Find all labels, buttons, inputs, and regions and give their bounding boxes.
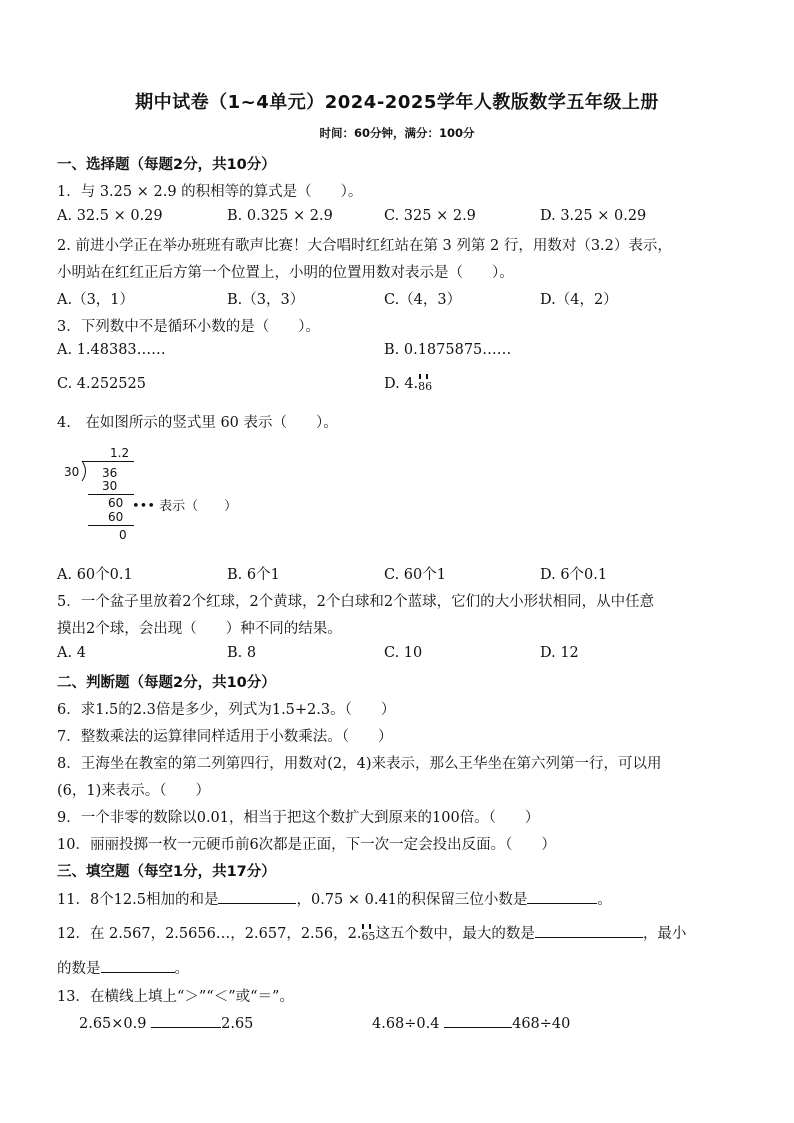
section-heading-choice: 一、选择题（每题2分，共10分） bbox=[57, 157, 276, 173]
answer-blank[interactable] bbox=[444, 1013, 512, 1028]
option-d: D.（4，2） bbox=[540, 292, 618, 308]
comparison-left-value: 2.65 bbox=[221, 1016, 254, 1032]
question-12-line2-part-b: 。 bbox=[174, 961, 189, 977]
question-13: 13．在横线上填上“＞”“＜”或“＝”。 bbox=[57, 989, 294, 1005]
option-d: D. 6个0.1 bbox=[540, 567, 608, 583]
answer-blank[interactable] bbox=[218, 889, 296, 904]
option-c: C. 10 bbox=[384, 645, 423, 661]
question-9: 9．一个非零的数除以0.01，相当于把这个数扩大到原来的100倍。（ ） bbox=[57, 810, 540, 826]
question-8-line1: 8．王海坐在教室的第二列第四行，用数对(2，4)来表示，那么王华坐在第六列第一行，可以用 bbox=[57, 756, 662, 772]
option-d-prefix: D. 4. bbox=[384, 376, 419, 392]
comparison-right-expr: 4.68÷0.4 bbox=[372, 1016, 440, 1032]
division-bracket bbox=[81, 460, 89, 482]
question-4-options bbox=[57, 563, 757, 583]
division-row-3: 60 bbox=[108, 510, 124, 524]
question-2-line2: 小明站在红红正后方第一个位置上，小明的位置用数对表示是（ ）。 bbox=[57, 265, 514, 281]
division-divisor: 30 bbox=[64, 465, 80, 479]
option-a: A. 1.48383…… bbox=[57, 342, 166, 358]
question-5-line1: 5．一个盆子里放着2个红球，2个黄球，2个白球和2个蓝球，它们的大小形状相同，从中任意 bbox=[57, 594, 655, 610]
question-8-line2: (6，1)来表示。（ ） bbox=[57, 783, 211, 799]
answer-blank[interactable] bbox=[535, 923, 643, 938]
question-1: 1．与 3.25 × 2.9 的积相等的算式是（ ）。 bbox=[57, 184, 363, 200]
exam-title: 期中试卷（1~4单元）2024-2025学年人教版数学五年级上册 bbox=[135, 92, 659, 113]
comparison-left-expr: 2.65×0.9 bbox=[79, 1016, 147, 1032]
question-3: 3．下列数中不是循环小数的是（ ）。 bbox=[57, 319, 320, 335]
division-row-1: 30 bbox=[102, 479, 118, 493]
question-12-part-a: 12．在 2.567，2.5656…，2.657，2.56，2. bbox=[57, 926, 362, 942]
division-row-2: 60 bbox=[108, 496, 124, 510]
question-12-part-b: 这五个数中，最大的数是 bbox=[375, 926, 535, 942]
option-a: A. 32.5 × 0.29 bbox=[57, 208, 163, 224]
option-d: D. 3.25 × 0.29 bbox=[540, 208, 647, 224]
question-1-options bbox=[57, 208, 757, 228]
recurring-digits: 86 bbox=[418, 380, 432, 393]
option-b: B. 8 bbox=[227, 645, 257, 661]
question-7: 7．整数乘法的运算律同样适用于小数乘法。（ ） bbox=[57, 729, 393, 745]
question-10: 10．丽丽投掷一枚一元硬币前6次都是正面，下一次一定会投出反面。（ ） bbox=[57, 837, 556, 853]
question-12-line2-part-a: 的数是 bbox=[57, 961, 101, 977]
exam-subtitle: 时间：60分钟，满分：100分 bbox=[319, 126, 475, 140]
option-c: C. 60个1 bbox=[384, 567, 446, 583]
section-heading-judge: 二、判断题（每题2分，共10分） bbox=[57, 675, 276, 691]
question-2-line1: 2. 前进小学正在举办班班有歌声比赛！大合唱时红红站在第 3 列第 2 行，用数对（3.2）表示， bbox=[57, 238, 672, 254]
option-d: D. 12 bbox=[540, 645, 579, 661]
recurring-digits: 65 bbox=[361, 930, 375, 943]
comparison-left bbox=[79, 1013, 253, 1032]
question-11-part-a: 11．8个12.5相加的和是 bbox=[57, 892, 219, 908]
question-12-line1 bbox=[57, 922, 686, 943]
division-remainder: 0 bbox=[119, 528, 127, 542]
division-quotient: 1.2 bbox=[110, 446, 130, 460]
question-12-part-c: ，最小 bbox=[642, 926, 687, 942]
question-5-line2: 摸出2个球，会出现（ ）种不同的结果。 bbox=[57, 621, 342, 637]
question-13-items bbox=[57, 1013, 757, 1033]
question-5-options bbox=[57, 645, 757, 665]
question-11 bbox=[57, 888, 612, 909]
comparison-right-value: 468÷40 bbox=[512, 1016, 571, 1032]
division-annotation: ••• 表示（ ） bbox=[132, 499, 238, 514]
division-dividend: 36 bbox=[102, 466, 118, 480]
question-2-options bbox=[57, 288, 757, 308]
option-a: A.（3，1） bbox=[57, 292, 135, 308]
question-6: 6．求1.5的2.3倍是多少，列式为1.5+2.3。（ ） bbox=[57, 702, 396, 718]
option-a: A. 4 bbox=[57, 645, 86, 661]
option-b: B. 0.1875875…… bbox=[384, 342, 512, 358]
question-3-options-row2 bbox=[57, 376, 757, 396]
question-11-part-c: 。 bbox=[597, 892, 612, 908]
question-4: 4. 在如图所示的竖式里 60 表示（ ）。 bbox=[57, 415, 338, 431]
long-division-figure bbox=[62, 446, 262, 546]
option-c: C. 325 × 2.9 bbox=[384, 208, 476, 224]
answer-blank[interactable] bbox=[151, 1013, 221, 1028]
comparison-right bbox=[372, 1013, 570, 1032]
answer-blank[interactable] bbox=[527, 889, 597, 904]
option-b: B.（3，3） bbox=[227, 292, 305, 308]
option-b: B. 0.325 × 2.9 bbox=[227, 208, 333, 224]
section-heading-fill: 三、填空题（每空1分，共17分） bbox=[57, 864, 276, 880]
option-a: A. 60个0.1 bbox=[57, 567, 133, 583]
question-3-options-row1 bbox=[57, 342, 757, 362]
option-c: C.（4，3） bbox=[384, 292, 462, 308]
option-b: B. 6个1 bbox=[227, 567, 280, 583]
option-d bbox=[384, 376, 432, 393]
question-12-line2 bbox=[57, 957, 189, 978]
option-c: C. 4.252525 bbox=[57, 376, 146, 392]
answer-blank[interactable] bbox=[101, 958, 175, 973]
question-11-part-b: ，0.75 × 0.41的积保留三位小数是 bbox=[296, 892, 528, 908]
